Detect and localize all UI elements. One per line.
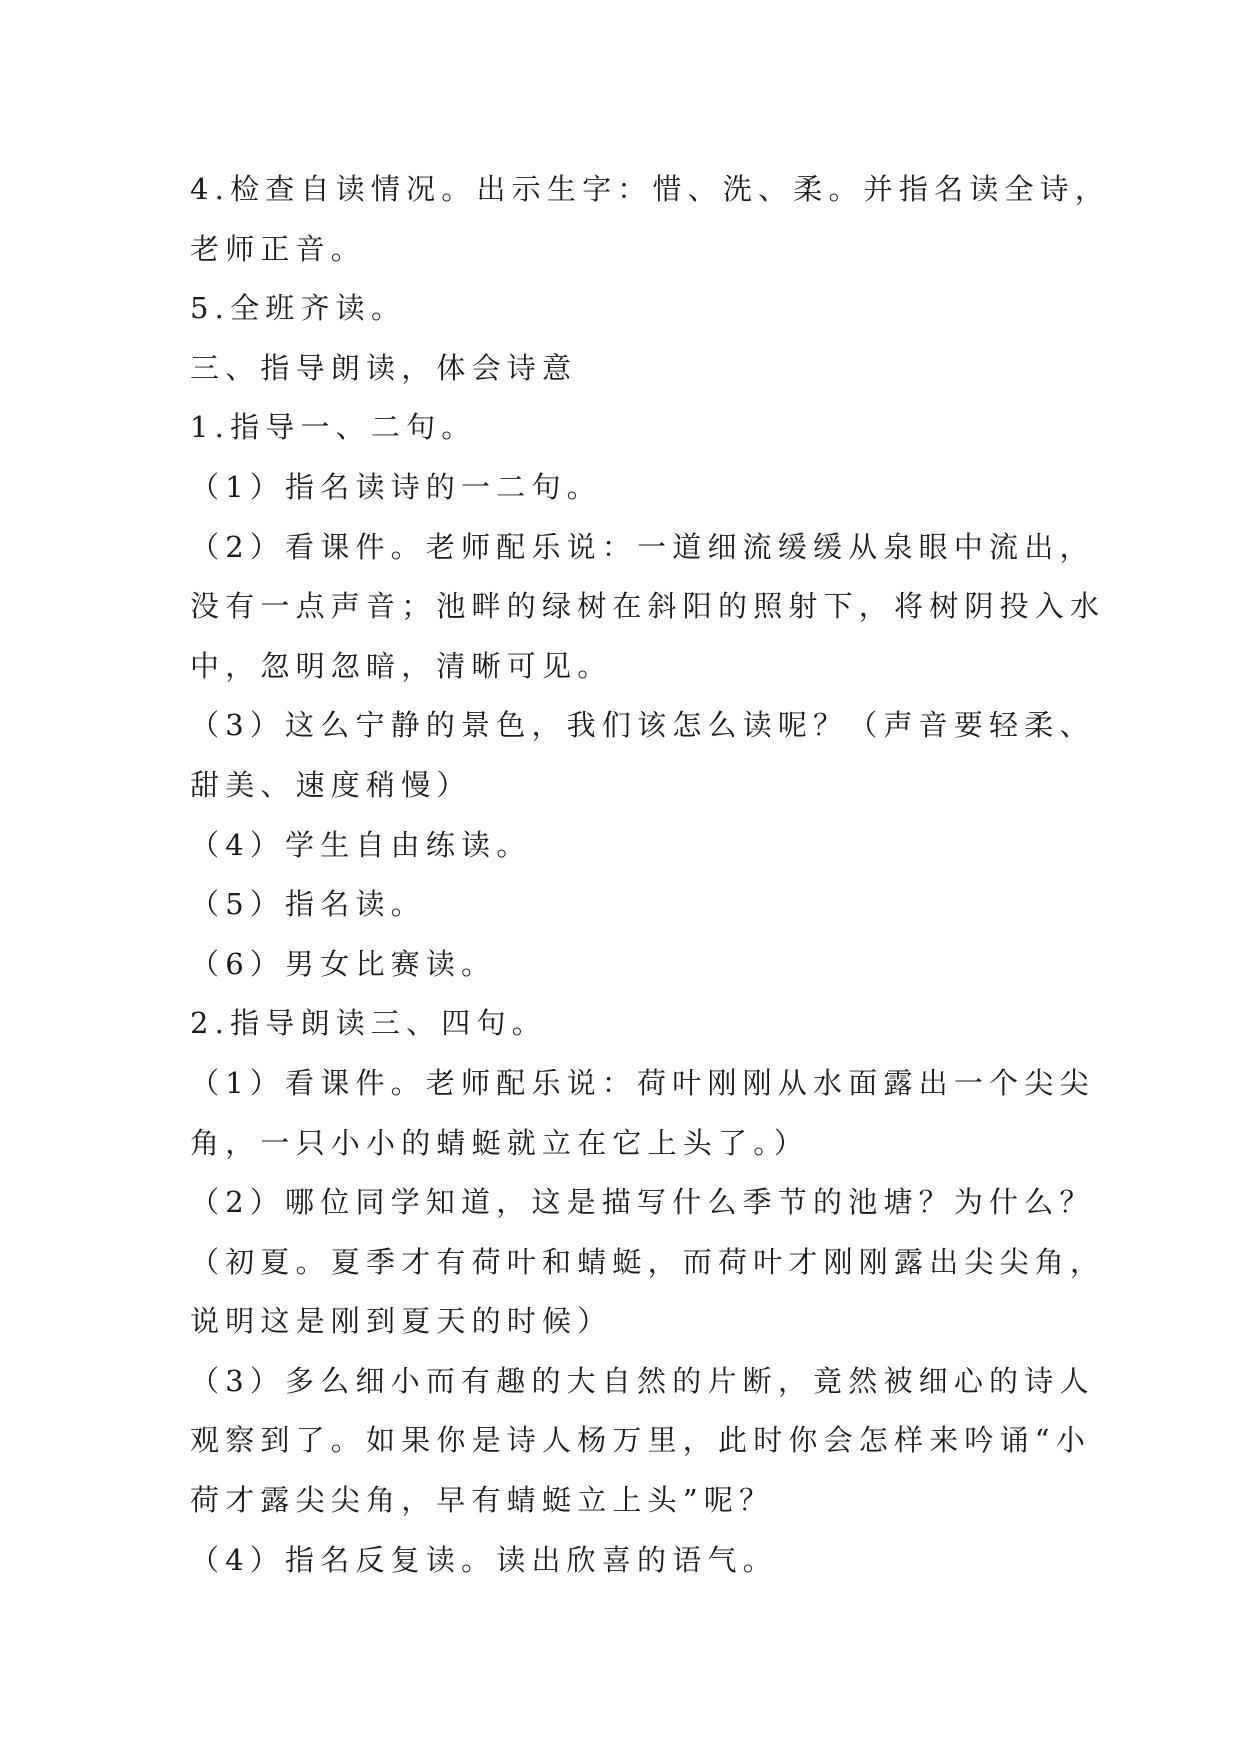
text-line: 5.全班齐读。 <box>190 291 407 326</box>
text-line: （初夏。夏季才有荷叶和蜻蜓，而荷叶才刚刚露出尖尖角， <box>190 1244 1106 1279</box>
text-line: 荷才露尖尖角，早有蜻蜓立上头”呢？ <box>190 1483 775 1518</box>
text-line: （4）指名反复读。读出欣喜的语气。 <box>190 1542 778 1577</box>
text-line: 1.指导一、二句。 <box>190 410 477 445</box>
section-heading: 三、指导朗读，体会诗意 <box>190 350 578 385</box>
text-line: （5）指名读。 <box>190 887 426 922</box>
text-line: （3）多么细小而有趣的大自然的片断，竟然被细心的诗人 <box>190 1363 1095 1398</box>
document-body <box>190 160 1111 1590</box>
text-line: 甜美、速度稍慢） <box>190 767 472 802</box>
text-line: 观察到了。如果你是诗人杨万里，此时你会怎样来吟诵“小 <box>190 1423 1092 1458</box>
text-line: （1）看课件。老师配乐说：荷叶刚刚从水面露出一个尖尖 <box>190 1065 1095 1100</box>
text-line: （3）这么宁静的景色，我们该怎么读呢？（声音要轻柔、 <box>190 708 1095 743</box>
text-line: （1）指名读诗的一二句。 <box>190 469 602 504</box>
text-line: 2.指导朗读三、四句。 <box>190 1006 547 1041</box>
text-line: 没有一点声音；池畔的绿树在斜阳的照射下，将树阴投入水 <box>190 589 1106 624</box>
text-line: 中，忽明忽暗，清晰可见。 <box>190 648 613 683</box>
text-line: 4.检查自读情况。出示生字：惜、洗、柔。并指名读全诗， <box>190 172 1111 206</box>
text-line: （6）男女比赛读。 <box>190 946 497 981</box>
text-line: 角，一只小小的蜻蜓就立在它上头了。） <box>190 1125 810 1160</box>
text-line: （4）学生自由练读。 <box>190 827 532 862</box>
text-line: （2）哪位同学知道，这是描写什么季节的池塘？为什么？ <box>190 1185 1095 1220</box>
text-line: 老师正音。 <box>190 231 367 266</box>
text-line: （2）看课件。老师配乐说：一道细流缓缓从泉眼中流出， <box>190 529 1095 564</box>
text-line: 说明这是刚到夏天的时候） <box>190 1304 613 1339</box>
